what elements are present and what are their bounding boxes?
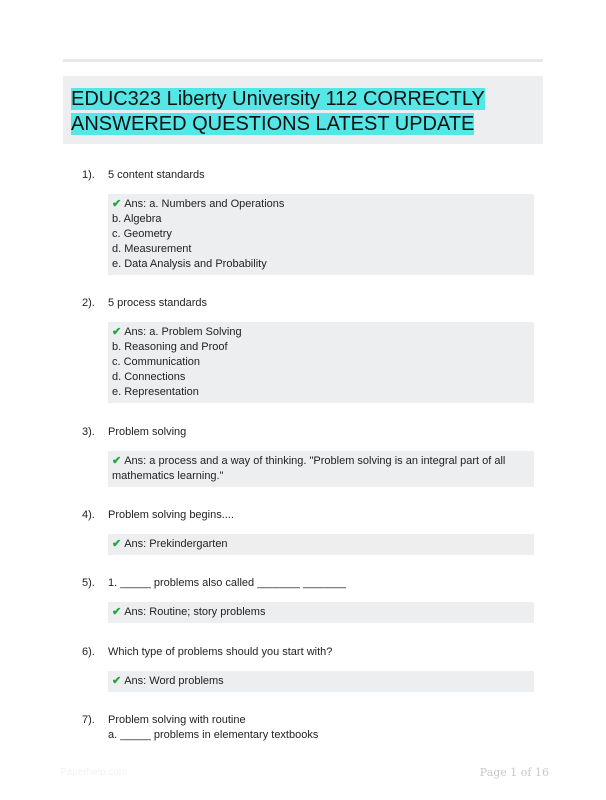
- check-icon: ✔: [112, 455, 122, 467]
- check-icon: ✔: [112, 326, 122, 338]
- question-text: 5 content standards: [108, 169, 205, 181]
- title-banner: [63, 76, 543, 144]
- check-icon: ✔: [112, 198, 122, 210]
- document-title: EDUC323 Liberty University 112 CORRECTLY ANSWERED QUESTIONS LATEST UPDATE: [71, 88, 485, 135]
- answer-box-1: ✔ Ans: a. Numbers and Operations b. Algebra c. Geometry d. Measurement e. Data Analysis and Probability: [108, 194, 534, 275]
- answer-box-5: ✔ Ans: Routine; story problems: [108, 602, 534, 623]
- question-number: 1).: [82, 169, 95, 181]
- question-number: 4).: [82, 509, 95, 521]
- top-divider: [63, 59, 543, 62]
- check-icon: ✔: [112, 606, 122, 618]
- question-number: 2).: [82, 297, 95, 309]
- answer-box-2: ✔ Ans: a. Problem Solving b. Reasoning and Proof c. Communication d. Connections e. Representation: [108, 322, 534, 403]
- page-number: Page 1 of 16: [479, 766, 549, 779]
- question-text: Problem solving begins....: [108, 509, 234, 521]
- question-number: 5).: [82, 577, 95, 589]
- question-text: Problem solving with routine a. _____ problems in elementary textbooks: [108, 714, 319, 741]
- check-icon: ✔: [112, 538, 122, 550]
- question-number: 3).: [82, 426, 95, 438]
- question-text: Which type of problems should you start with?: [108, 646, 333, 658]
- footer-watermark: Paperhelp.com: [60, 767, 128, 778]
- answer-box-6: ✔ Ans: Word problems: [108, 671, 534, 692]
- question-number: 7).: [82, 714, 95, 726]
- question-text: 1. _____ problems also called _______ _______: [108, 577, 346, 589]
- question-number: 6).: [82, 646, 95, 658]
- answer-box-3: ✔ Ans: a process and a way of thinking. "Problem solving is an integral part of all mathematics learning.": [108, 451, 534, 487]
- answer-box-4: ✔ Ans: Prekindergarten: [108, 534, 534, 555]
- question-text: Problem solving: [108, 426, 187, 438]
- check-icon: ✔: [112, 675, 122, 687]
- question-text: 5 process standards: [108, 297, 208, 309]
